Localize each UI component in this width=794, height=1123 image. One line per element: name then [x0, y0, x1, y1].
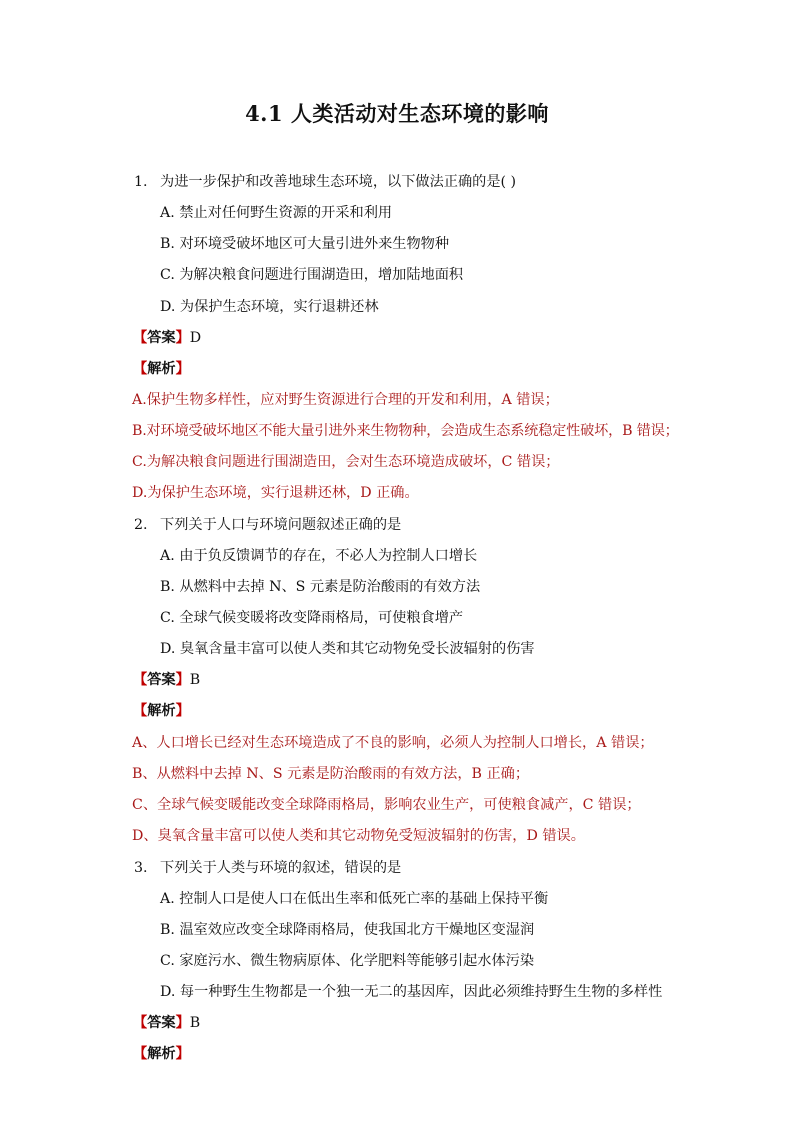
answer-value: B — [189, 672, 201, 688]
question-2-explanation-d: D、臭氧含量丰富可以使人类和其它动物免受短波辐射的伤害，D 错误。 — [132, 828, 585, 844]
question-1-option-c: C. 为解决粮食问题进行围湖造田，增加陆地面积 — [160, 267, 464, 283]
question-1-option-d: D. 为保护生态环境，实行退耕还林 — [160, 299, 379, 315]
question-2-stem: 下列关于人口与环境问题叙述正确的是 — [160, 517, 402, 533]
page-title: 4.1 人类活动对生态环境的影响 — [245, 101, 549, 126]
answer-label: 答案 — [147, 672, 176, 688]
question-2-number: 2. — [134, 517, 148, 533]
question-2-option-c: C. 全球气候变暖将改变降雨格局，可使粮食增产 — [160, 610, 464, 626]
question-1-explanation-d: D.为保护生态环境，实行退耕还林，D 正确。 — [132, 485, 419, 501]
question-2-explanation-c: C、全球气候变暖能改变全球降雨格局，影响农业生产，可使粮食减产，C 错误； — [132, 797, 641, 813]
question-1-option-b: B. 对环境受破坏地区可大量引进外来生物物种 — [160, 236, 450, 252]
analysis-label: 解析 — [147, 361, 176, 377]
analysis-label: 解析 — [147, 703, 176, 719]
question-3-option-c: C. 家庭污水、微生物病原体、化学肥料等能够引起水体污染 — [160, 953, 535, 969]
question-2-analysis-heading: 【解析】 — [133, 703, 190, 719]
analysis-label: 解析 — [147, 1046, 176, 1062]
question-2-explanation-b: B、从燃料中去掉 N、S 元素是防治酸雨的有效方法，B 正确； — [132, 766, 530, 782]
question-1-option-a: A. 禁止对任何野生资源的开采和利用 — [160, 205, 393, 221]
question-3-analysis-heading: 【解析】 — [133, 1046, 190, 1062]
question-2-option-b: B. 从燃料中去掉 N、S 元素是防治酸雨的有效方法 — [160, 579, 481, 595]
answer-value: B — [189, 1015, 201, 1031]
answer-label: 答案 — [147, 1015, 176, 1031]
question-3-option-b: B. 温室效应改变全球降雨格局，使我国北方干燥地区变湿润 — [160, 922, 535, 938]
question-2-option-a: A. 由于负反馈调节的存在，不必人为控制人口增长 — [160, 548, 478, 564]
question-2-answer: 【答案】B — [133, 672, 201, 688]
answer-value: D — [189, 330, 202, 346]
question-1-number: 1. — [134, 174, 148, 190]
question-3-stem: 下列关于人类与环境的叙述，错误的是 — [160, 860, 402, 876]
answer-label: 答案 — [147, 330, 176, 346]
question-1-explanation-a: A.保护生物多样性，应对野生资源进行合理的开发和利用，A 错误； — [132, 392, 559, 408]
question-1-explanation-c: C.为解决粮食问题进行围湖造田，会对生态环境造成破坏，C 错误； — [132, 454, 560, 470]
question-3-option-a: A. 控制人口是使人口在低出生率和低死亡率的基础上保持平衡 — [160, 891, 549, 907]
question-3-option-d: D. 每一种野生生物都是一个独一无二的基因库，因此必须维持野生生物的多样性 — [160, 984, 663, 1000]
question-1-explanation-b: B.对环境受破坏地区不能大量引进外来生物物种，会造成生态系统稳定性破坏，B 错误； — [132, 423, 679, 439]
question-3-answer: 【答案】B — [133, 1015, 201, 1031]
question-1-analysis-heading: 【解析】 — [133, 361, 190, 377]
question-1-stem: 为进一步保护和改善地球生态环境，以下做法正确的是( ) — [160, 174, 517, 190]
question-3-number: 3. — [134, 860, 148, 876]
question-2-explanation-a: A、人口增长已经对生态环境造成了不良的影响，必须人为控制人口增长，A 错误； — [132, 735, 654, 751]
question-2-option-d: D. 臭氧含量丰富可以使人类和其它动物免受长波辐射的伤害 — [160, 641, 535, 657]
question-1-answer: 【答案】D — [133, 330, 202, 346]
